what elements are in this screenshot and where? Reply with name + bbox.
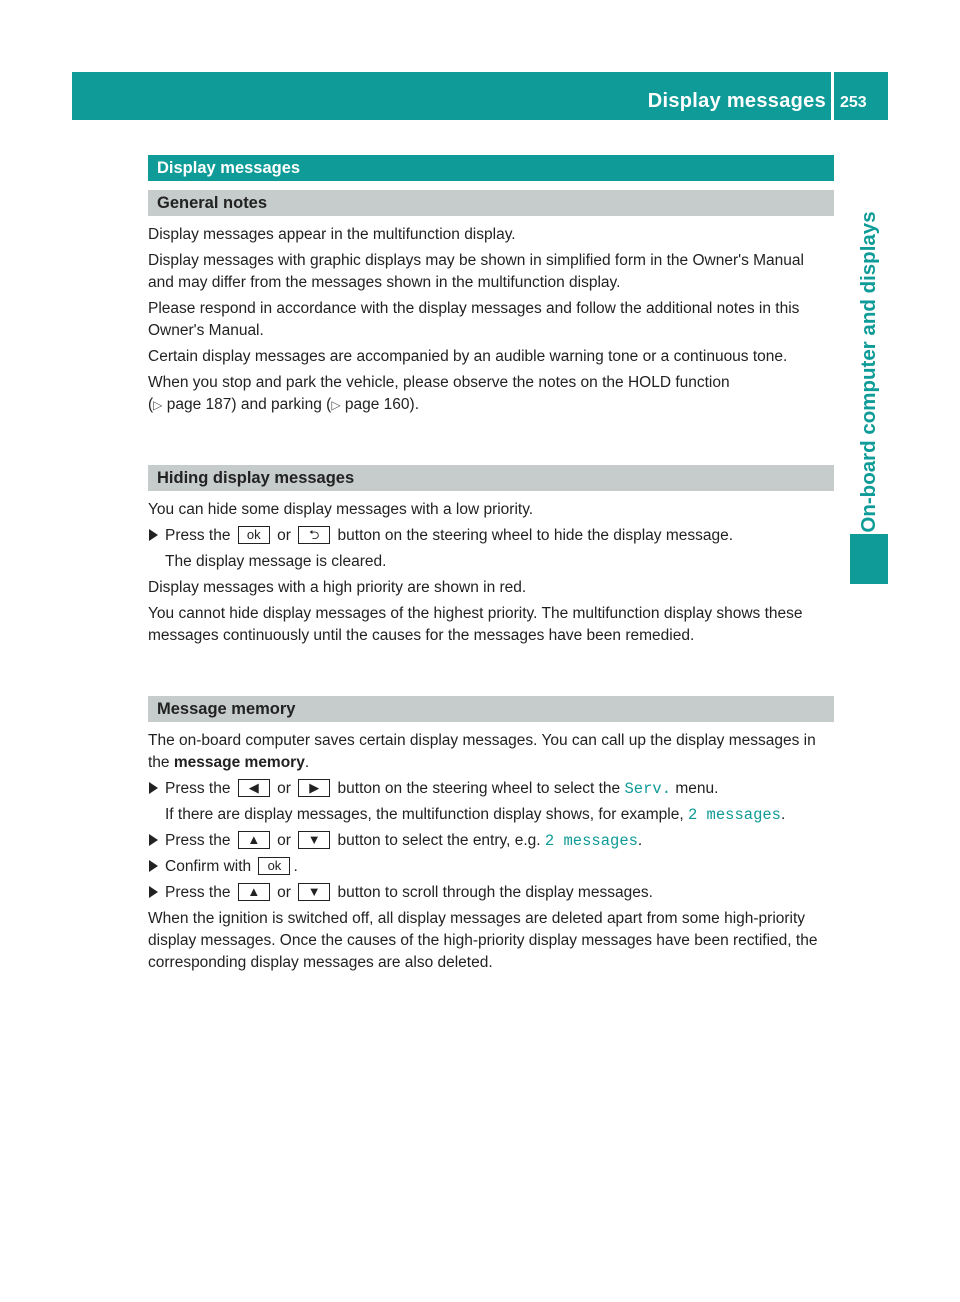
display-text: 2 messages [687,806,781,824]
up-button-icon: ▲ [238,883,270,901]
header-divider [831,72,834,120]
page-ref-link[interactable]: page 187 [166,396,232,413]
ok-button-icon: ok [238,526,270,544]
down-button-icon: ▼ [298,883,330,901]
subsection-title-hiding: Hiding display messages [148,465,834,491]
paragraph: Certain display messages are accompanied by an audible warning tone or a continuous tone. [148,348,788,365]
step-arrow-icon [149,529,158,541]
step-arrow-icon [149,860,158,872]
paragraph: Display messages with a high priority are shown in red. [148,579,527,596]
page-content [148,155,834,976]
instruction-step: Press the ◀ or ▶ button on the steering wheel to select the Serv. menu. [148,776,834,802]
subsection-title-general-notes: General notes [148,190,834,216]
paragraph: You cannot hide display messages of the highest priority. The multifunction display shows these messages continuously until the causes for the messages have been remedied. [148,605,803,644]
instruction-step: Confirm with ok . [148,854,834,880]
step-result: The display message is cleared. [165,553,387,570]
text: When you stop and park the vehicle, please observe the notes on the HOLD function [148,374,730,391]
back-button-icon: ⮌ [298,526,330,544]
right-button-icon: ▶ [298,779,330,797]
paragraph: Display messages appear in the multifunction display. [148,226,516,243]
left-button-icon: ◀ [238,779,270,797]
display-text: 2 messages [544,832,638,850]
paragraph: Display messages with graphic displays may be shown in simplified form in the Owner's Manual and may differ from the messages shown in the multifunction display. [148,252,804,291]
down-button-icon: ▼ [298,831,330,849]
paragraph: The on-board computer saves certain display messages. You can call up the display messages in the message memory. [148,732,816,771]
page-ref-icon: ▷ [153,398,163,412]
up-button-icon: ▲ [238,831,270,849]
section-title: Display messages [148,155,834,181]
step-result: If there are display messages, the multifunction display shows, for example, 2 messages. [165,806,786,824]
page-ref-icon: ▷ [331,398,341,412]
step-arrow-icon [149,886,158,898]
page-number: 253 [840,94,867,111]
chapter-tab-marker [850,534,888,584]
page-header-title: Display messages [647,90,826,112]
ok-button-icon: ok [258,857,290,875]
paragraph: You can hide some display messages with a low priority. [148,501,534,518]
instruction-step: Press the ok or ⮌ button on the steering wheel to hide the display message. [148,523,834,549]
paragraph: When the ignition is switched off, all display messages are deleted apart from some high-priority display messages. Once the causes of the high-priority display messages have been rectified, the corresponding display messages are also deleted. [148,910,818,971]
display-text: Serv. [624,780,671,798]
instruction-step: Press the ▲ or ▼ button to scroll through the display messages. [148,880,834,906]
page-ref-link[interactable]: page 160 [344,396,410,413]
bold-term: message memory [173,754,305,771]
paragraph: When you stop and park the vehicle, please observe the notes on the HOLD function (▷ page 187) and parking (▷ page 160). [148,374,730,413]
step-arrow-icon [149,782,158,794]
paragraph: Please respond in accordance with the display messages and follow the additional notes in this Owner's Manual. [148,300,800,339]
step-arrow-icon [149,834,158,846]
chapter-tab-label: On-board computer and displays [857,211,880,533]
subsection-title-message-memory: Message memory [148,696,834,722]
instruction-step: Press the ▲ or ▼ button to select the entry, e.g. 2 messages. [148,828,834,854]
